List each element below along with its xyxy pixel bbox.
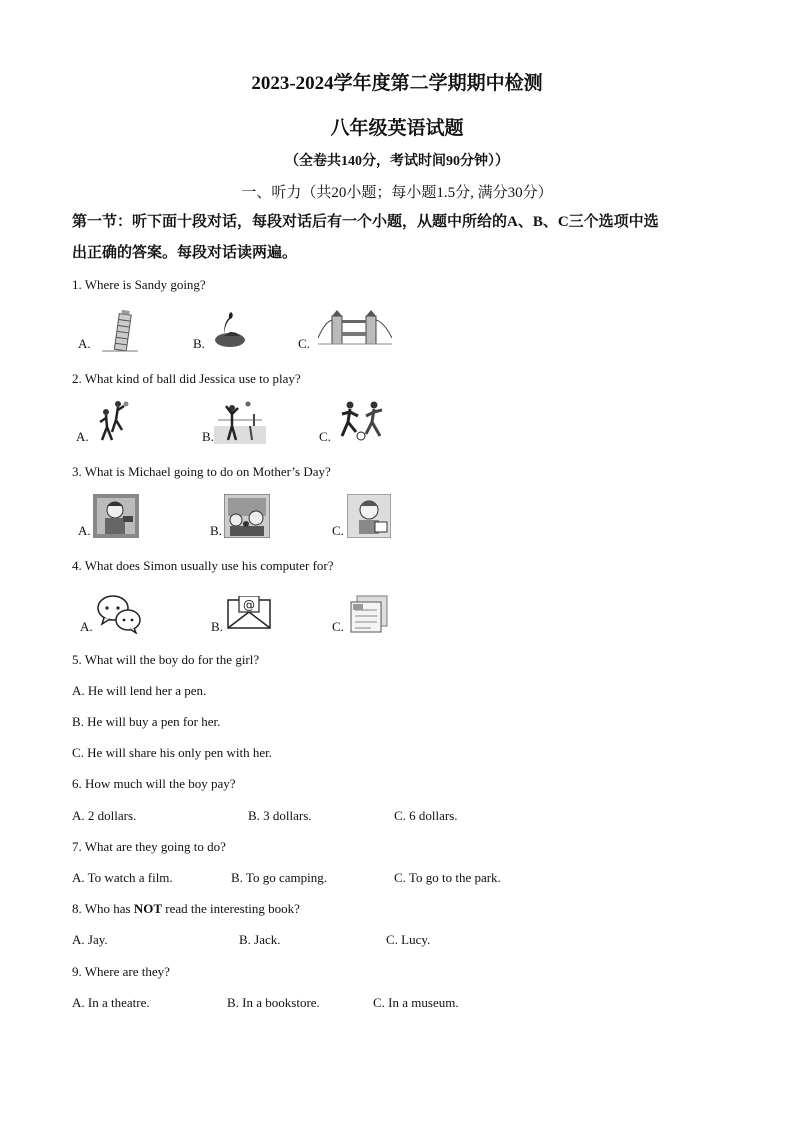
q9-choice-a: A. In a theatre. bbox=[72, 995, 150, 1010]
question-4: 4. What does Simon usually use his computer for? bbox=[72, 558, 334, 573]
soccer-players-icon bbox=[336, 400, 390, 444]
q7-choice-b: B. To go camping. bbox=[231, 870, 327, 885]
question-1: 1. Where is Sandy going? bbox=[72, 277, 206, 292]
q8-choice-b: B. Jack. bbox=[239, 932, 281, 947]
q8-suffix: read the interesting book? bbox=[162, 901, 300, 916]
question-3: 3. What is Michael going to do on Mother’s Day? bbox=[72, 464, 331, 479]
q2-option-c-label: C. bbox=[319, 429, 331, 444]
exam-title: 2023-2024学年度第二学期期中检测 bbox=[251, 73, 543, 94]
q1-option-a-label: A. bbox=[78, 336, 91, 351]
q8-prefix: 8. Who has bbox=[72, 901, 134, 916]
section-intro-line2: 出正确的答案。每段对话读两遍。 bbox=[72, 245, 298, 261]
document-pages-icon bbox=[347, 594, 391, 634]
q5-choice-a: A. He will lend her a pen. bbox=[72, 683, 207, 698]
volleyball-players-icon bbox=[214, 400, 266, 444]
q3-option-b-label: B. bbox=[210, 523, 222, 538]
question-8 bbox=[72, 901, 300, 917]
q2-option-b-label: B. bbox=[202, 429, 214, 444]
q4-option-a-label: A. bbox=[80, 619, 93, 634]
email-envelope-icon bbox=[227, 596, 271, 630]
basketball-players-icon bbox=[96, 400, 132, 444]
card-boy-icon bbox=[347, 494, 391, 538]
section-intro-line1: 第一节：听下面十段对话，每段对话后有一个小题，从题中所给的A、B、C三个选项中选 bbox=[72, 214, 659, 230]
question-9: 9. Where are they? bbox=[72, 964, 170, 979]
q7-choice-a: A. To watch a film. bbox=[72, 870, 173, 885]
q6-choice-a: A. 2 dollars. bbox=[72, 808, 137, 823]
q1-option-c-label: C. bbox=[298, 336, 310, 351]
section-intro bbox=[72, 207, 722, 269]
leaning-tower-icon bbox=[100, 308, 140, 352]
q9-choice-b: B. In a bookstore. bbox=[227, 995, 320, 1010]
question-5: 5. What will the boy do for the girl? bbox=[72, 652, 260, 667]
question-6: 6. How much will the boy pay? bbox=[72, 776, 236, 791]
q9-choice-c: C. In a museum. bbox=[373, 995, 459, 1010]
question-2: 2. What kind of ball did Jessica use to play? bbox=[72, 371, 301, 386]
mermaid-statue-icon bbox=[212, 310, 248, 348]
q8-emphasis: NOT bbox=[133, 901, 163, 916]
section-title: 一、听力（共20小题；每小题1.5分, 满分30分） bbox=[241, 185, 553, 201]
exam-subtitle: 八年级英语试题 bbox=[330, 118, 464, 139]
svg-text:@: @ bbox=[243, 598, 255, 612]
q8-choice-c: C. Lucy. bbox=[386, 932, 431, 947]
cooking-boy-icon bbox=[93, 494, 139, 538]
q4-option-c-label: C. bbox=[332, 619, 344, 634]
q7-choice-c: C. To go to the park. bbox=[394, 870, 501, 885]
q6-choice-c: C. 6 dollars. bbox=[394, 808, 458, 823]
flowers-scene-icon bbox=[224, 494, 270, 538]
q2-option-a-label: A. bbox=[76, 429, 89, 444]
q1-option-b-label: B. bbox=[193, 336, 205, 351]
q6-choice-b: B. 3 dollars. bbox=[248, 808, 312, 823]
exam-note: （全卷共140分，考试时间90分钟）） bbox=[285, 154, 509, 169]
question-7: 7. What are they going to do? bbox=[72, 839, 226, 854]
tower-bridge-icon bbox=[318, 310, 392, 348]
q3-option-c-label: C. bbox=[332, 523, 344, 538]
chat-bubbles-icon bbox=[96, 594, 142, 634]
q3-option-a-label: A. bbox=[78, 523, 91, 538]
q5-choice-b: B. He will buy a pen for her. bbox=[72, 714, 221, 729]
q5-choice-c: C. He will share his only pen with her. bbox=[72, 745, 273, 760]
q4-option-b-label: B. bbox=[211, 619, 223, 634]
q8-choice-a: A. Jay. bbox=[72, 932, 108, 947]
